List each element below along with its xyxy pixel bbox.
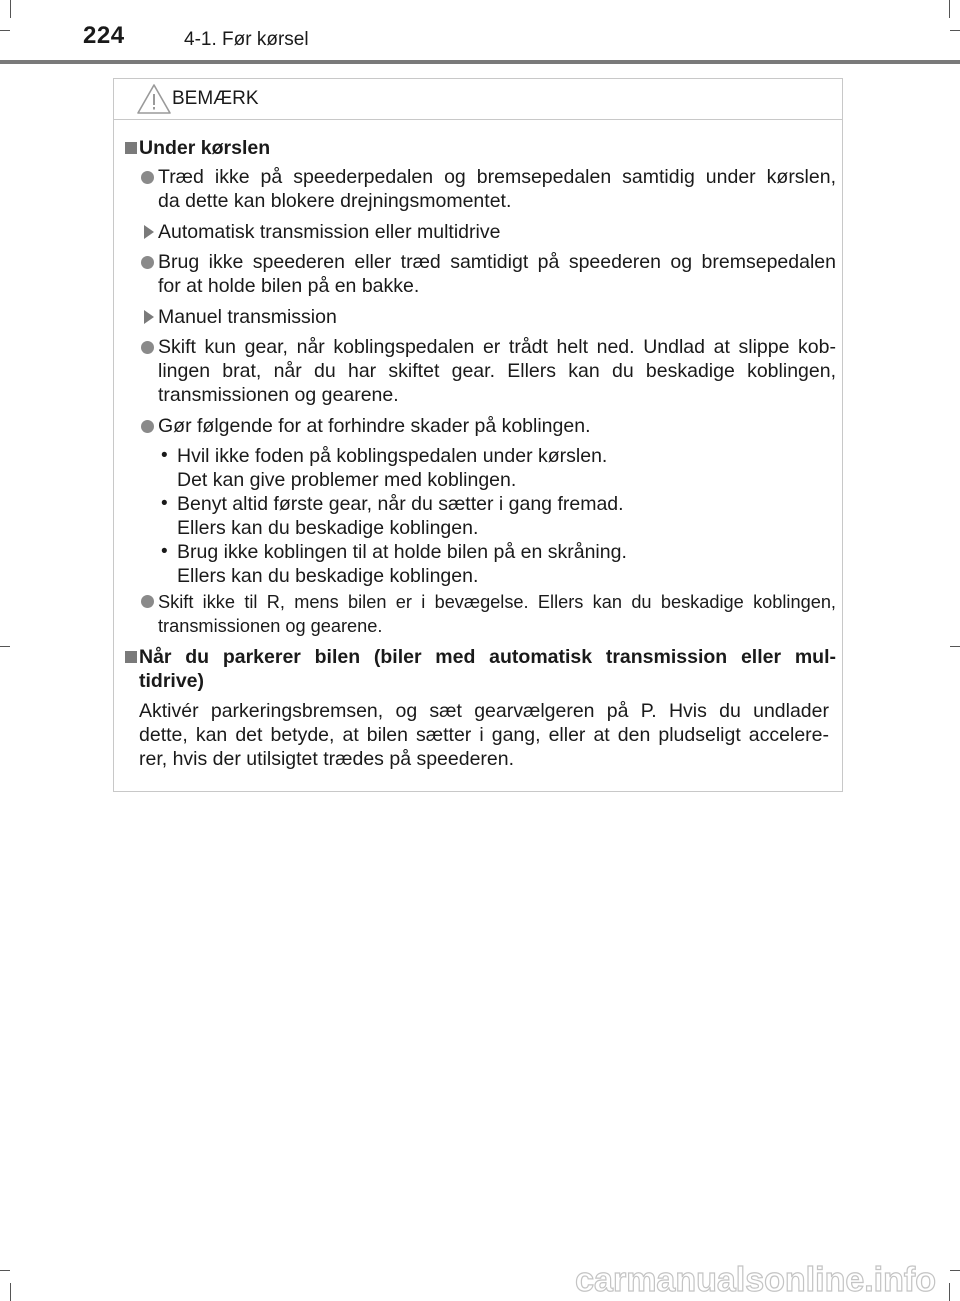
paragraph-dot-icon xyxy=(141,595,154,608)
paragraph-line: Skift kun gear, når koblingspedalen er trådt helt ned. Undlad at slippe kob- xyxy=(158,336,836,358)
crop-mark xyxy=(0,646,10,647)
triangle-arrow-icon xyxy=(144,310,154,324)
crop-mark xyxy=(0,1270,10,1271)
paragraph-line: lingen brat, når du har skiftet gear. Ellers kan du beskadige koblingen, xyxy=(158,360,836,382)
watermark-text: carmanualsonline.info xyxy=(575,1261,936,1299)
paragraph-line: Gør følgende for at forhindre skader på koblingen. xyxy=(158,415,591,437)
notice-header xyxy=(114,79,842,120)
bullet-line: Ellers kan du beskadige koblingen. xyxy=(177,565,479,587)
page-header xyxy=(0,0,960,64)
paragraph-line: transmissionen og gearene. xyxy=(158,384,399,406)
paragraph-dot-icon xyxy=(141,256,154,269)
paragraph-line: Træd ikke på speederpedalen og bremsepedalen samtidig under kørslen, xyxy=(158,166,836,188)
paragraph-line: for at holde bilen på en bakke. xyxy=(158,275,420,297)
notice-label: BEMÆRK xyxy=(172,88,259,109)
paragraph-line: Skift ikke til R, mens bilen er i bevægelse. Ellers kan du beskadige koblingen, xyxy=(158,592,836,612)
section-heading: tidrive) xyxy=(139,670,205,692)
header-rule xyxy=(0,60,960,64)
bullet-line: Benyt altid første gear, når du sætter i gang fremad. xyxy=(177,493,624,515)
section-title: 4-1. Før kørsel xyxy=(184,29,309,50)
paragraph-line: transmissionen og gearene. xyxy=(158,616,383,636)
section-heading: Under kørslen xyxy=(139,137,271,159)
crop-mark xyxy=(949,1283,950,1301)
paragraph-dot-icon xyxy=(141,341,154,354)
paragraph-line: dette, kan det betyde, at bilen sætter i gang, eller at den pludseligt accelere- xyxy=(139,724,829,746)
warning-triangle-icon xyxy=(136,83,172,115)
crop-mark xyxy=(950,646,960,647)
page-number: 224 xyxy=(83,22,125,49)
bullet-line: Brug ikke koblingen til at holde bilen på en skråning. xyxy=(177,541,627,563)
paragraph-line: da dette kan blokere drejningsmomentet. xyxy=(158,190,512,212)
bullet: • xyxy=(161,493,168,514)
bullet-line: Ellers kan du beskadige koblingen. xyxy=(177,517,479,539)
crop-mark xyxy=(950,1270,960,1271)
notice-box xyxy=(113,78,843,792)
section-heading: Når du parkerer bilen (biler med automatisk transmission eller mul- xyxy=(139,646,836,668)
paragraph-line: Aktivér parkeringsbremsen, og sæt gearvælgeren på P. Hvis du undlader xyxy=(139,700,829,722)
subheading: Manuel transmission xyxy=(158,306,337,328)
subheading: Automatisk transmission eller multidrive xyxy=(158,221,501,243)
paragraph-dot-icon xyxy=(141,171,154,184)
watermark xyxy=(562,1255,942,1301)
section-square-icon xyxy=(125,651,137,663)
paragraph-line: rer, hvis der utilsigtet trædes på speederen. xyxy=(139,748,515,770)
crop-mark xyxy=(10,1283,11,1301)
bullet-line: Det kan give problemer med koblingen. xyxy=(177,469,517,491)
paragraph-dot-icon xyxy=(141,420,154,433)
bullet-line: Hvil ikke foden på koblingspedalen under kørslen. xyxy=(177,445,608,467)
section-square-icon xyxy=(125,142,137,154)
bullet: • xyxy=(161,541,168,562)
triangle-arrow-icon xyxy=(144,225,154,239)
paragraph-line: Brug ikke speederen eller træd samtidigt på speederen og bremsepedalen xyxy=(158,251,836,273)
bullet: • xyxy=(161,445,168,466)
